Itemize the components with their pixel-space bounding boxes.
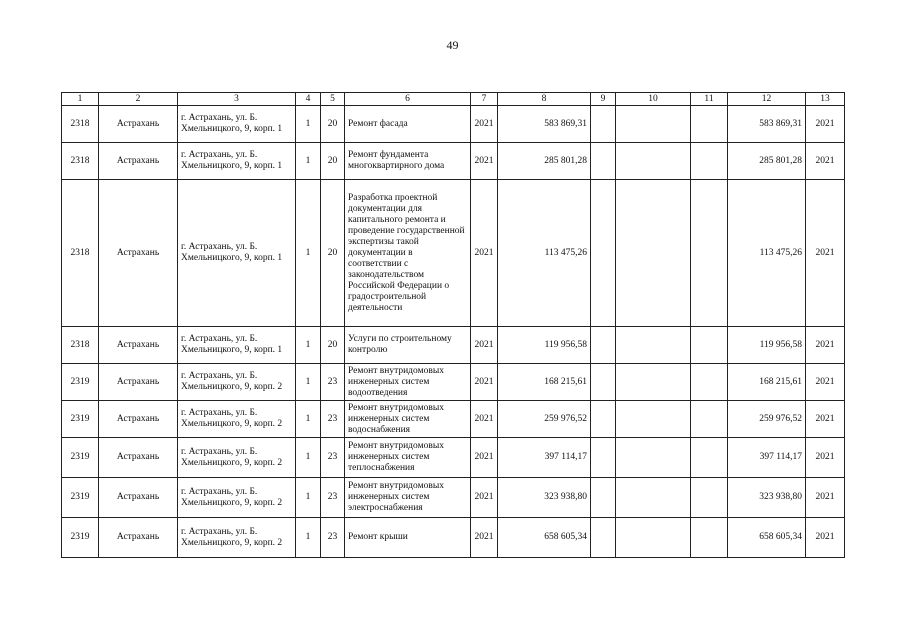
cell-col9 — [591, 518, 616, 558]
cell-col10 — [616, 106, 691, 143]
cell-col10 — [616, 438, 691, 478]
cell-address: г. Астрахань, ул. Б. Хмельницкого, 9, корп. 2 — [178, 438, 296, 478]
cell-col9 — [591, 364, 616, 401]
cell-id: 2318 — [62, 327, 99, 364]
cell-col10 — [616, 401, 691, 438]
cell-id: 2319 — [62, 478, 99, 518]
cell-col5: 20 — [321, 327, 345, 364]
cell-col5: 23 — [321, 518, 345, 558]
cell-address: г. Астрахань, ул. Б. Хмельницкого, 9, корп. 2 — [178, 401, 296, 438]
column-header: 13 — [806, 93, 845, 106]
cell-total: 397 114,17 — [728, 438, 806, 478]
table-header-row — [62, 93, 845, 106]
cell-year: 2021 — [471, 518, 498, 558]
cell-year: 2021 — [471, 438, 498, 478]
table-row — [62, 180, 845, 327]
cell-col5: 20 — [321, 143, 345, 180]
cell-work-type: Ремонт внутридомовых инженерных систем теплоснабжения — [345, 438, 471, 478]
cell-col4: 1 — [296, 327, 321, 364]
column-header: 2 — [99, 93, 178, 106]
cell-id: 2318 — [62, 106, 99, 143]
column-header: 12 — [728, 93, 806, 106]
cell-id: 2318 — [62, 180, 99, 327]
cell-cost: 113 475,26 — [498, 180, 591, 327]
cell-city: Астрахань — [99, 106, 178, 143]
cell-col9 — [591, 438, 616, 478]
cell-year: 2021 — [471, 364, 498, 401]
cell-end-year: 2021 — [806, 438, 845, 478]
cell-total: 113 475,26 — [728, 180, 806, 327]
cell-year: 2021 — [471, 143, 498, 180]
cell-end-year: 2021 — [806, 106, 845, 143]
cell-col10 — [616, 518, 691, 558]
cell-address: г. Астрахань, ул. Б. Хмельницкого, 9, корп. 2 — [178, 518, 296, 558]
cell-id: 2319 — [62, 364, 99, 401]
cell-total: 168 215,61 — [728, 364, 806, 401]
cell-city: Астрахань — [99, 401, 178, 438]
column-header: 7 — [471, 93, 498, 106]
cell-cost: 168 215,61 — [498, 364, 591, 401]
cell-total: 259 976,52 — [728, 401, 806, 438]
cell-col9 — [591, 478, 616, 518]
cell-year: 2021 — [471, 478, 498, 518]
cell-col11 — [691, 143, 728, 180]
cell-total: 285 801,28 — [728, 143, 806, 180]
cell-col10 — [616, 364, 691, 401]
cell-year: 2021 — [471, 327, 498, 364]
cell-end-year: 2021 — [806, 478, 845, 518]
table-row — [62, 327, 845, 364]
cell-city: Астрахань — [99, 143, 178, 180]
cell-col9 — [591, 327, 616, 364]
cell-work-type: Разработка проектной документации для капитального ремонта и проведение государственной экспертизы такой документации в соответствии с законодательством Российской Федерации о градостроительной деятельности — [345, 180, 471, 327]
cell-col5: 20 — [321, 180, 345, 327]
cell-end-year: 2021 — [806, 327, 845, 364]
cell-col10 — [616, 143, 691, 180]
cell-col9 — [591, 180, 616, 327]
cell-total: 583 869,31 — [728, 106, 806, 143]
cell-cost: 658 605,34 — [498, 518, 591, 558]
cell-col4: 1 — [296, 478, 321, 518]
column-header: 6 — [345, 93, 471, 106]
column-header: 11 — [691, 93, 728, 106]
cell-address: г. Астрахань, ул. Б. Хмельницкого, 9, корп. 2 — [178, 478, 296, 518]
cell-col9 — [591, 401, 616, 438]
column-header: 1 — [62, 93, 99, 106]
cell-col11 — [691, 438, 728, 478]
cell-cost: 583 869,31 — [498, 106, 591, 143]
page-number: 49 — [446, 38, 459, 52]
cell-address: г. Астрахань, ул. Б. Хмельницкого, 9, корп. 2 — [178, 364, 296, 401]
cell-id: 2318 — [62, 143, 99, 180]
cell-total: 658 605,34 — [728, 518, 806, 558]
table-row — [62, 401, 845, 438]
cell-city: Астрахань — [99, 327, 178, 364]
column-header: 4 — [296, 93, 321, 106]
cell-col10 — [616, 478, 691, 518]
cell-total: 323 938,80 — [728, 478, 806, 518]
cell-col11 — [691, 106, 728, 143]
cell-col5: 23 — [321, 478, 345, 518]
cell-work-type: Услуги по строительному контролю — [345, 327, 471, 364]
table-row — [62, 438, 845, 478]
column-header: 3 — [178, 93, 296, 106]
table-row — [62, 143, 845, 180]
cell-end-year: 2021 — [806, 143, 845, 180]
cell-city: Астрахань — [99, 438, 178, 478]
cell-col11 — [691, 180, 728, 327]
cell-city: Астрахань — [99, 518, 178, 558]
column-header: 9 — [591, 93, 616, 106]
cell-col4: 1 — [296, 143, 321, 180]
table-row — [62, 106, 845, 143]
cell-address: г. Астрахань, ул. Б. Хмельницкого, 9, корп. 1 — [178, 106, 296, 143]
cell-cost: 259 976,52 — [498, 401, 591, 438]
table-row — [62, 478, 845, 518]
cell-year: 2021 — [471, 180, 498, 327]
cell-col9 — [591, 106, 616, 143]
cell-year: 2021 — [471, 401, 498, 438]
cell-col11 — [691, 364, 728, 401]
cell-col11 — [691, 401, 728, 438]
cell-col4: 1 — [296, 438, 321, 478]
cell-city: Астрахань — [99, 478, 178, 518]
cell-end-year: 2021 — [806, 401, 845, 438]
cell-col5: 20 — [321, 106, 345, 143]
cell-work-type: Ремонт внутридомовых инженерных систем водоснабжения — [345, 401, 471, 438]
column-header: 5 — [321, 93, 345, 106]
cell-city: Астрахань — [99, 364, 178, 401]
cell-cost: 397 114,17 — [498, 438, 591, 478]
table-row — [62, 364, 845, 401]
cell-col11 — [691, 327, 728, 364]
cell-col4: 1 — [296, 364, 321, 401]
column-header: 10 — [616, 93, 691, 106]
table-row — [62, 518, 845, 558]
cell-col4: 1 — [296, 106, 321, 143]
cell-id: 2319 — [62, 518, 99, 558]
repair-plan-table — [61, 92, 845, 558]
cell-col11 — [691, 518, 728, 558]
cell-end-year: 2021 — [806, 364, 845, 401]
cell-end-year: 2021 — [806, 518, 845, 558]
cell-address: г. Астрахань, ул. Б. Хмельницкого, 9, корп. 1 — [178, 143, 296, 180]
cell-col4: 1 — [296, 180, 321, 327]
cell-cost: 119 956,58 — [498, 327, 591, 364]
cell-col4: 1 — [296, 518, 321, 558]
cell-year: 2021 — [471, 106, 498, 143]
cell-cost: 323 938,80 — [498, 478, 591, 518]
cell-col5: 23 — [321, 364, 345, 401]
cell-id: 2319 — [62, 401, 99, 438]
cell-col4: 1 — [296, 401, 321, 438]
cell-col10 — [616, 180, 691, 327]
cell-col5: 23 — [321, 438, 345, 478]
cell-work-type: Ремонт фасада — [345, 106, 471, 143]
cell-col11 — [691, 478, 728, 518]
cell-total: 119 956,58 — [728, 327, 806, 364]
cell-col5: 23 — [321, 401, 345, 438]
cell-work-type: Ремонт крыши — [345, 518, 471, 558]
column-header: 8 — [498, 93, 591, 106]
cell-address: г. Астрахань, ул. Б. Хмельницкого, 9, корп. 1 — [178, 180, 296, 327]
cell-cost: 285 801,28 — [498, 143, 591, 180]
cell-id: 2319 — [62, 438, 99, 478]
cell-end-year: 2021 — [806, 180, 845, 327]
cell-work-type: Ремонт внутридомовых инженерных систем водоотведения — [345, 364, 471, 401]
cell-address: г. Астрахань, ул. Б. Хмельницкого, 9, корп. 1 — [178, 327, 296, 364]
cell-work-type: Ремонт фундамента многоквартирного дома — [345, 143, 471, 180]
cell-col9 — [591, 143, 616, 180]
cell-city: Астрахань — [99, 180, 178, 327]
cell-col10 — [616, 327, 691, 364]
cell-work-type: Ремонт внутридомовых инженерных систем электроснабжения — [345, 478, 471, 518]
